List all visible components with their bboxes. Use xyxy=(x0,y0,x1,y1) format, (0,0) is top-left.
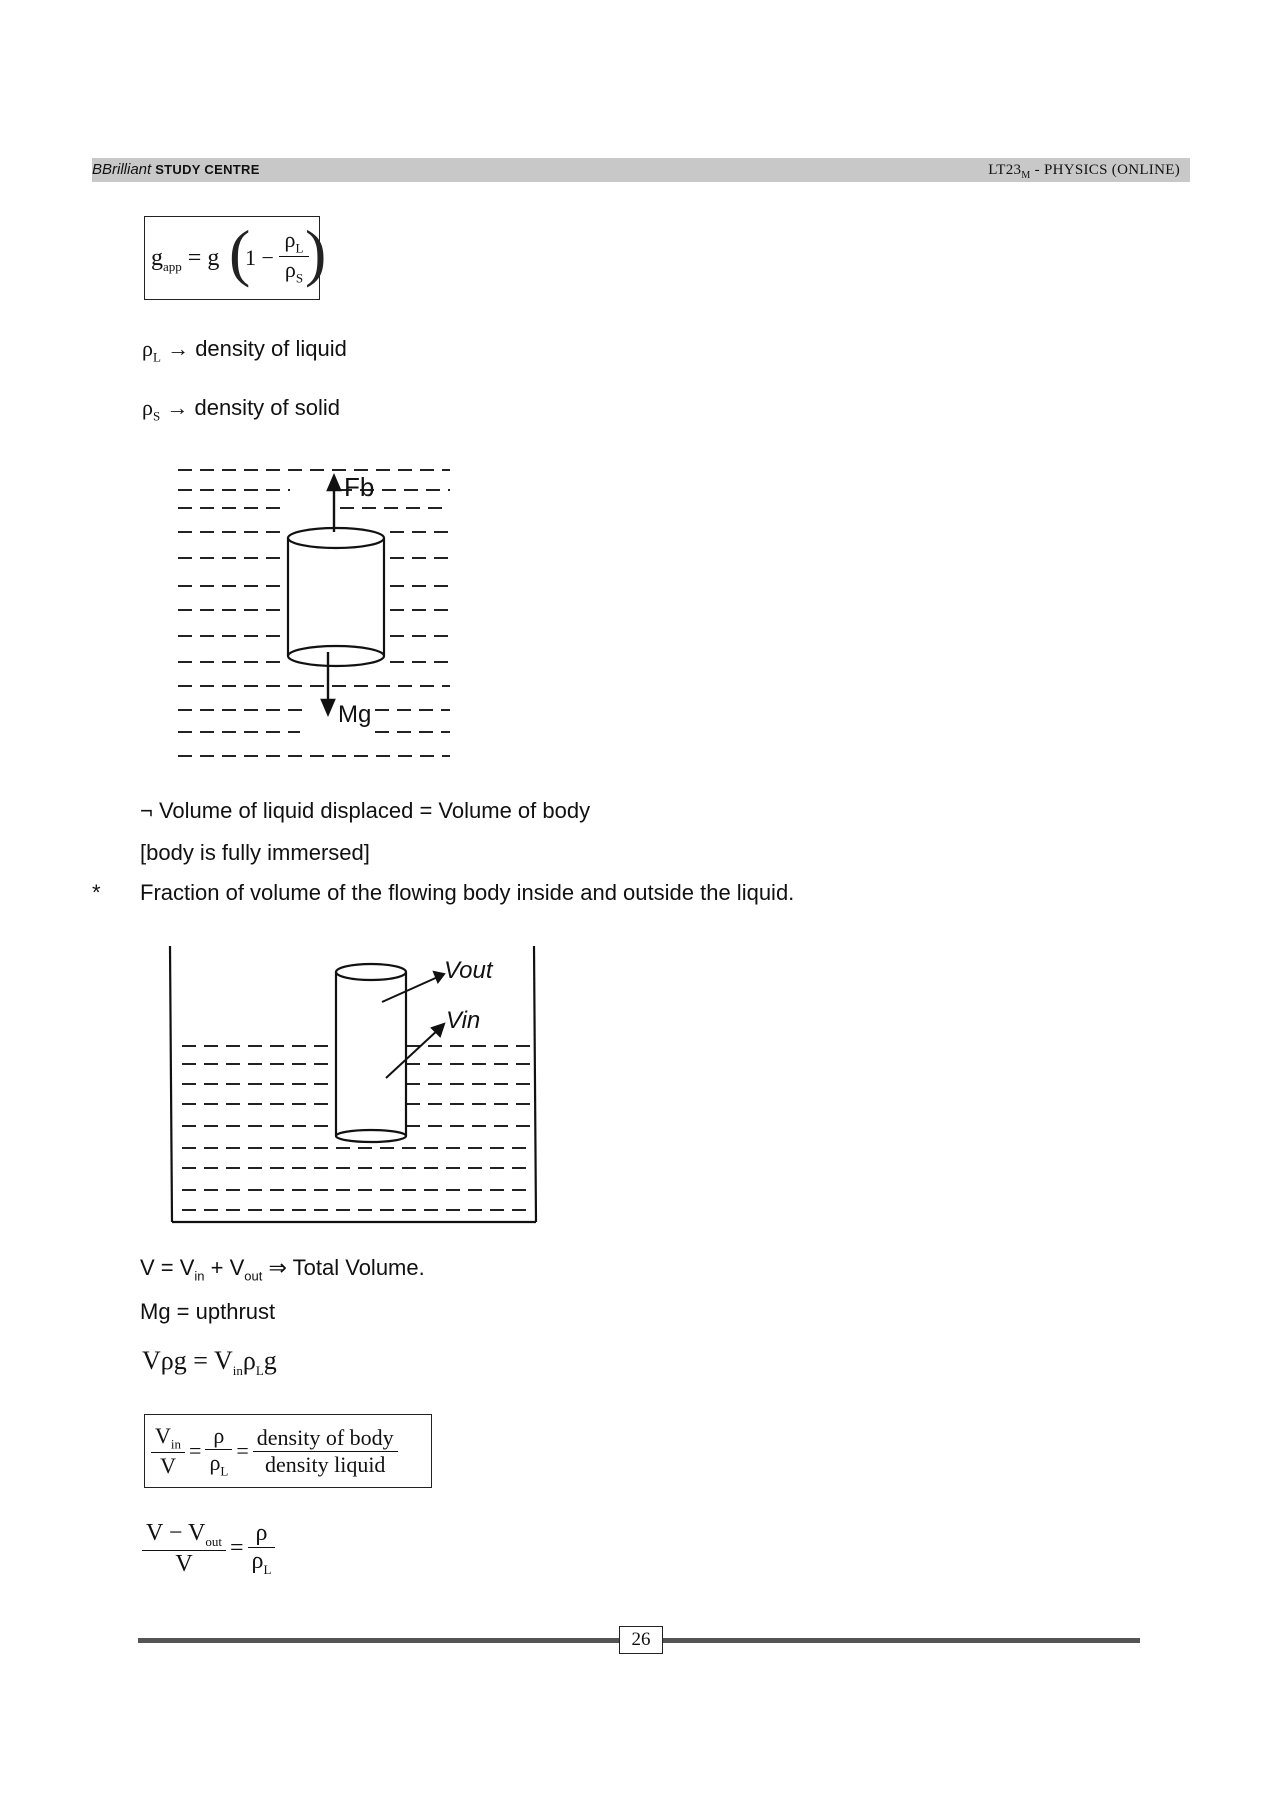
def-rho-l: $\rho_L$ → density of liquid xyxy=(142,336,347,365)
def-rho-s: $\rho_S$ → density of solid xyxy=(142,395,340,424)
eq-mg-upthrust: Mg = upthrust xyxy=(140,1299,276,1324)
bullet-star: * xyxy=(92,880,101,905)
brand-bold: STUDY CENTRE xyxy=(155,162,260,177)
figure-submerged-cylinder xyxy=(160,460,460,770)
page-number: 26 xyxy=(619,1626,663,1654)
brand-name xyxy=(92,160,260,180)
label-vin: Vin xyxy=(446,1007,481,1034)
eq-total-volume: $V = V_{in} + V_{out}$ ⇒ Total Volume. xyxy=(140,1255,425,1284)
note-displaced: ¬ Volume of liquid displaced = Volume of body xyxy=(140,798,591,823)
label-fb: Fb xyxy=(344,472,375,502)
figure-floating-body xyxy=(160,940,570,1240)
label-vout: Vout xyxy=(444,957,493,984)
formula-volume-ratio: $\frac{V_{in}}{V}$ = $\frac{\rho}{\rho_L}$ = $\frac{\text{density of body}}{\text{density liquid}}$ xyxy=(144,1414,432,1488)
formula-apparent-g: $g_{app} = g$ ( 1 − $\rho_L$ $\rho_S$ ) xyxy=(144,216,320,300)
formula-outside-ratio: $\frac{V - V_{out}}{V}$ = $\frac{\rho}{\rho_L}$ xyxy=(142,1520,275,1578)
course-code: $LT23_M$ - PHYSICS (ONLINE) xyxy=(988,162,1180,181)
note-immersed: [body is fully immersed] xyxy=(140,840,370,865)
eq-vpg: $V\rho g = V_{in}\rho_Lg$ xyxy=(142,1346,277,1379)
label-mg: Mg xyxy=(338,701,372,728)
brand-italic: BBrilliant xyxy=(92,161,152,178)
note-fraction: Fraction of volume of the flowing body inside and outside the liquid. xyxy=(140,880,795,905)
